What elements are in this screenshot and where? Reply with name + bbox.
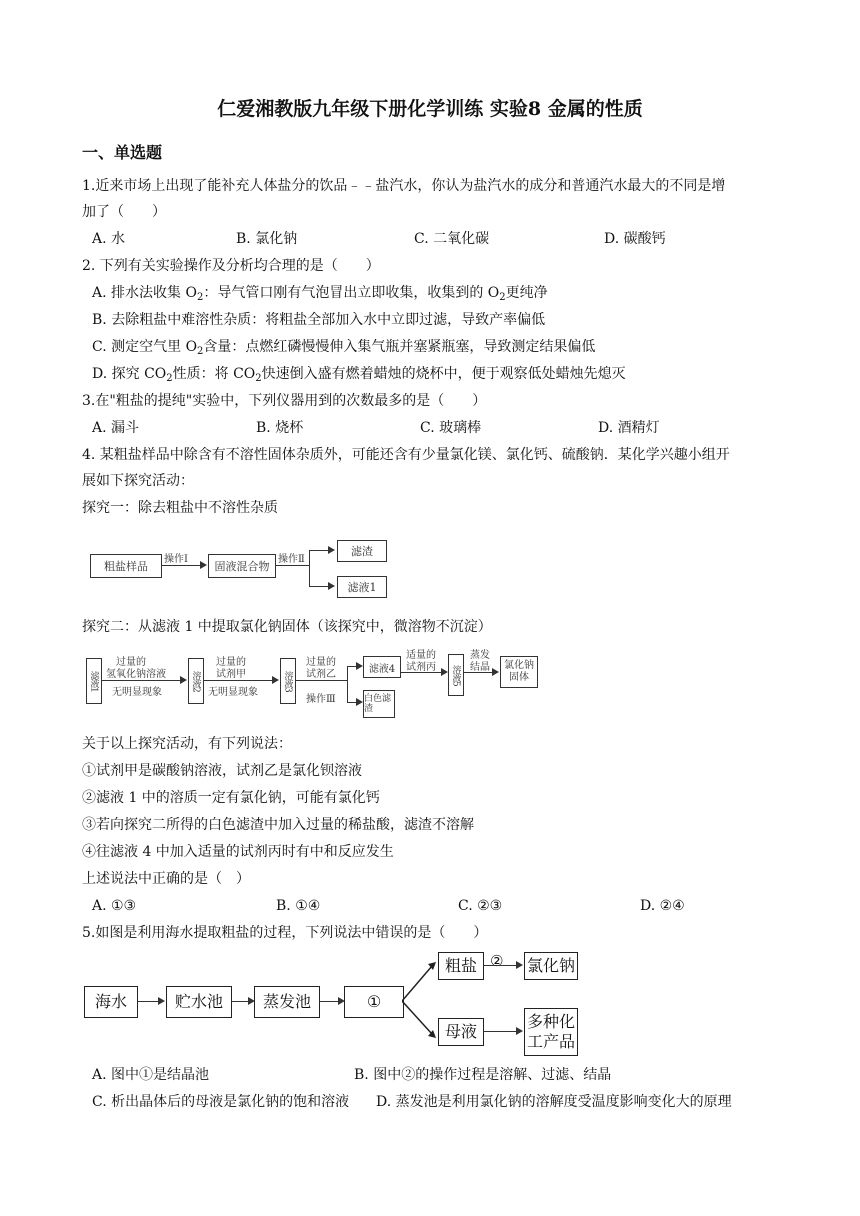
label-op1: 操作Ⅰ	[164, 554, 188, 565]
q4-explore1: 探究一：除去粗盐中不溶性杂质	[82, 500, 278, 516]
q2-a-text-1: A. 排水法收集 O	[92, 285, 197, 301]
q2-option-a[interactable]	[92, 283, 548, 303]
q5-option-b[interactable]: B. 图中②的操作过程是溶解、过滤、结晶	[354, 1067, 612, 1083]
arrow	[101, 680, 181, 681]
label-reagent3: 过量的	[306, 657, 336, 668]
node-filtrate1: 滤液1	[86, 658, 102, 704]
q4-statement-4: ④往滤液 4 中加入适量的试剂丙时有中和反应发生	[82, 844, 394, 860]
node-one: ①	[344, 986, 404, 1018]
node-reservoir: 贮水池	[166, 986, 232, 1018]
branch-arrows	[402, 950, 442, 1060]
arrow-head	[356, 662, 363, 670]
q4-stem-line1: 4. 某粗盐样品中除含有不溶性固体杂质外，可能还含有少量氯化镁、氯化钙、硫酸钠．某化学兴趣小组开	[82, 447, 730, 463]
label-reagent3b: 试剂乙	[306, 669, 336, 680]
diagram-explore2	[84, 650, 554, 720]
q5-option-a[interactable]: A. 图中①是结晶池	[92, 1067, 210, 1083]
subscript: 2	[197, 346, 204, 357]
q3-option-b[interactable]: B. 烧杯	[256, 420, 304, 436]
q3-option-a[interactable]: A. 漏斗	[92, 420, 140, 436]
q3-stem: 3.在"粗盐的提纯"实验中，下列仪器用到的次数最多的是（ ）	[82, 393, 487, 409]
node-nacl-solid: 氯化钠固体	[500, 656, 538, 688]
q4-ask: 上述说法中正确的是（ ）	[82, 871, 250, 887]
q2-option-c[interactable]	[92, 337, 595, 357]
label-two: ②	[490, 952, 504, 970]
node-solution5: 溶液5	[448, 654, 464, 696]
arrow	[203, 680, 273, 681]
node-chemical-products	[524, 1008, 578, 1056]
node-seawater: 海水	[84, 986, 138, 1018]
q2-a-text-3: 更纯净	[505, 285, 548, 301]
q4-option-d[interactable]: D. ②④	[640, 898, 685, 914]
node-filtrate1: 滤液1	[337, 576, 387, 598]
q4-statement-3: ③若向探究二所得的白色滤渣中加入过量的稀盐酸，滤渣不溶解	[82, 817, 474, 833]
arrow-head	[158, 997, 165, 1005]
section-heading: 一、单选题	[82, 143, 163, 162]
label-op3: 操作Ⅲ	[306, 694, 336, 705]
q1-stem-line1: 1.近来市场上出现了能补充人体盐分的饮品﹣﹣盐汽水，你认为盐汽水的成分和普通汽水最大的不同是增	[82, 178, 726, 194]
arrow	[137, 1001, 159, 1002]
arrow	[161, 565, 201, 566]
arrow	[275, 565, 309, 566]
q4-stem-line2: 展如下探究活动：	[82, 473, 194, 489]
subscript: 2	[196, 292, 204, 303]
arrow-head	[492, 668, 499, 676]
diagram-seawater	[82, 950, 582, 1060]
page-title: 仁爱湘教版九年级下册化学训练 实验8 金属的性质	[217, 98, 643, 120]
node-chemical-products-line2: 工产品	[526, 1032, 575, 1051]
q4-statement-2: ②滤液 1 中的溶质一定有氯化钠，可能有氯化钙	[82, 790, 380, 806]
arrow	[309, 550, 329, 551]
arrow	[400, 672, 442, 673]
arrow-head	[200, 561, 207, 569]
q5-option-d[interactable]: D. 蒸发池是利用氯化钠的溶解度受温度影响变化大的原理	[376, 1094, 732, 1110]
arrow-head	[441, 668, 448, 676]
arrow	[231, 1001, 249, 1002]
q2-c-text-1: C. 测定空气里 O	[92, 339, 198, 355]
label-reagent1: 过量的	[116, 657, 146, 668]
node-solution3: 溶液3	[280, 658, 296, 704]
arrow	[309, 586, 329, 587]
q2-d-text-2: 性质：将 CO	[172, 366, 256, 382]
label-reagent2: 过量的	[216, 657, 246, 668]
label-reagent1b: 氢氧化钠溶液	[106, 669, 166, 680]
label-noobs1: 无明显现象	[112, 687, 162, 698]
branch-line	[347, 666, 348, 702]
q4-option-c[interactable]: C. ②③	[458, 898, 503, 914]
node-residue: 滤渣	[337, 540, 387, 562]
q1-option-a[interactable]: A. 水	[92, 231, 126, 247]
arrow	[483, 1031, 517, 1032]
node-solution2: 溶液2	[188, 658, 204, 704]
node-crude-salt-sample: 粗盐样品	[90, 554, 162, 578]
label-reagent4: 适量的	[406, 650, 436, 661]
node-filtrate4: 滤液4	[363, 656, 401, 678]
q1-option-c[interactable]: C. 二氧化碳	[414, 231, 490, 247]
q1-option-b[interactable]: B. 氯化钠	[236, 231, 298, 247]
node-mother-liquor: 母液	[438, 1018, 484, 1046]
node-chemical-products-line1: 多种化	[526, 1012, 575, 1031]
q1-option-d[interactable]: D. 碳酸钙	[604, 231, 666, 247]
q3-option-c[interactable]: C. 玻璃棒	[420, 420, 482, 436]
q3-option-d[interactable]: D. 酒精灯	[598, 420, 660, 436]
arrow-head	[272, 676, 279, 684]
arrow	[319, 1001, 339, 1002]
diagram-explore1	[82, 540, 402, 606]
q2-a-text-2: ：导气管口刚有气泡冒出立即收集，收集到的 O	[203, 285, 500, 301]
node-nacl: 氯化钠	[524, 952, 578, 980]
label-noobs2: 无明显现象	[208, 687, 258, 698]
q4-explore2: 探究二：从滤液 1 中提取氯化钠固体（该探究中，微溶物不沉淀）	[82, 619, 492, 635]
arrow-head	[356, 698, 363, 706]
q2-stem: 2. 下列有关实验操作及分析均合理的是（ ）	[82, 258, 380, 274]
node-white-residue: 白色滤渣	[363, 690, 395, 718]
label-reagent2b: 试剂甲	[216, 669, 246, 680]
arrow-head	[516, 1027, 523, 1035]
q2-c-text-2: 含量：点燃红磷慢慢伸入集气瓶并塞紧瓶塞，导致测定结果偏低	[203, 339, 596, 355]
node-evaporation-pond: 蒸发池	[254, 986, 320, 1018]
q2-option-b[interactable]: B. 去除粗盐中难溶性杂质：将粗盐全部加入水中立即过滤，导致产率偏低	[92, 312, 546, 328]
q2-d-text-3: 快速倒入盛有燃着蜡烛的烧杯中，便于观察低处蜡烛先熄灭	[261, 366, 626, 382]
q4-about: 关于以上探究活动，有下列说法：	[82, 736, 292, 752]
arrow	[483, 965, 517, 966]
q1-stem-line2: 加了（ ）	[82, 204, 166, 220]
arrow-head	[328, 546, 335, 554]
arrow-head	[180, 676, 187, 684]
q4-option-b[interactable]: B. ①④	[276, 898, 321, 914]
arrow-head	[328, 582, 335, 590]
arrow	[463, 672, 493, 673]
branch-line	[309, 550, 310, 586]
subscript: 2	[166, 373, 173, 384]
node-mixture: 固液混合物	[208, 554, 276, 578]
q4-statement-1: ①试剂甲是碳酸钠溶液，试剂乙是氯化钡溶液	[82, 763, 362, 779]
arrow	[295, 680, 347, 681]
q5-option-c[interactable]: C. 析出晶体后的母液是氯化钠的饱和溶液	[92, 1094, 350, 1110]
subscript: 2	[499, 292, 506, 303]
label-crystallize: 结晶	[470, 662, 490, 673]
q2-d-text-1: D. 探究 CO	[92, 366, 167, 382]
q5-stem: 5.如图是利用海水提取粗盐的过程，下列说法中错误的是（ ）	[82, 925, 488, 941]
q4-option-a[interactable]: A. ①③	[92, 898, 137, 914]
label-op2: 操作Ⅱ	[278, 554, 305, 565]
label-evaporate: 蒸发	[470, 650, 490, 661]
label-reagent4b: 试剂丙	[406, 662, 436, 673]
subscript: 2	[255, 373, 262, 384]
q2-option-d[interactable]	[92, 364, 626, 384]
node-crude-salt: 粗盐	[438, 952, 484, 980]
arrow-head	[516, 961, 523, 969]
